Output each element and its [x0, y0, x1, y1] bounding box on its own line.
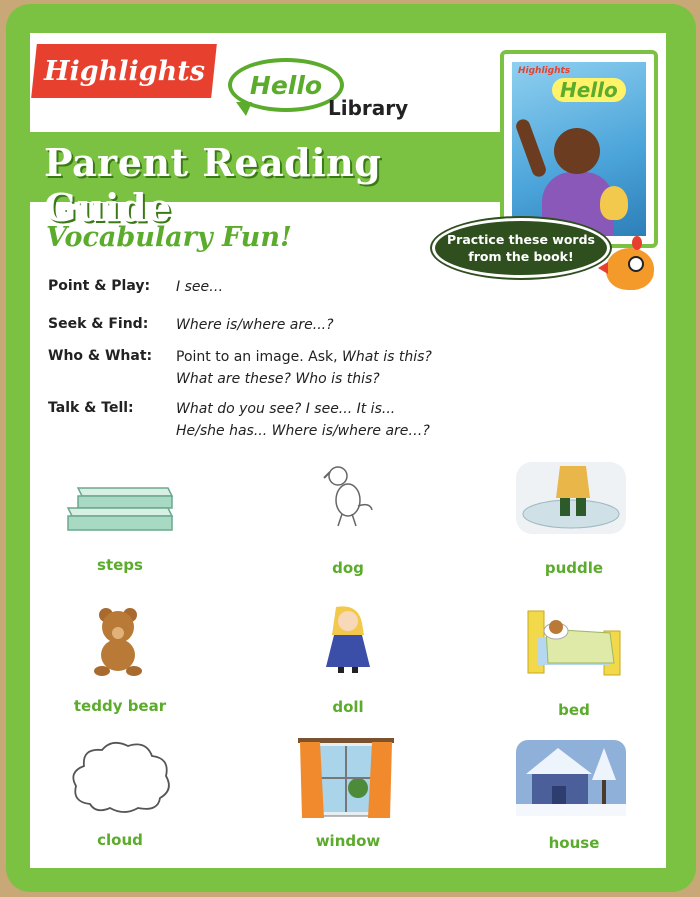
- teddy-bear-icon: [90, 605, 148, 677]
- prompt-text-italic: Where is/where are...?: [176, 317, 334, 333]
- prompt-label: Who & What:: [48, 348, 153, 364]
- book-cover-art: [512, 62, 646, 236]
- doll-icon: [318, 605, 378, 675]
- prompt-label: Seek & Find:: [48, 316, 149, 332]
- prompt-text-italic: I see…: [176, 279, 224, 295]
- library-label: Library: [328, 96, 409, 120]
- steps-icon: [64, 482, 176, 538]
- word-label: window: [315, 832, 381, 850]
- word-label: puddle: [544, 559, 604, 577]
- word-label: doll: [332, 698, 364, 716]
- prompt-text-italic-line2: What are these? Who is this?: [176, 371, 380, 387]
- prompt-text-italic: What is this?: [342, 349, 432, 365]
- highlights-logo: [31, 44, 217, 98]
- prompt-text-italic-line2: He/she has... Where is/where are…?: [176, 423, 430, 439]
- prompt-text-italic: What do you see? I see... It is...: [176, 401, 396, 417]
- prompt-label: Point & Play:: [48, 278, 151, 294]
- word-label: dog: [332, 559, 364, 577]
- practice-callout: [432, 218, 610, 278]
- bunny-toy-icon: [600, 186, 628, 220]
- kid-arm-icon: [514, 117, 548, 178]
- prompt-text-plain: Point to an image. Ask,: [176, 349, 343, 365]
- highlights-logo-text: Highlights: [43, 55, 205, 87]
- house-icon: [516, 740, 626, 816]
- word-label: bed: [558, 701, 590, 719]
- prompt-label: Talk & Tell:: [48, 400, 134, 416]
- dog-icon: [316, 462, 376, 530]
- kid-head-icon: [554, 128, 600, 174]
- puddle-icon: [516, 462, 626, 534]
- prompt-text: [176, 276, 223, 298]
- prompt-text: [176, 314, 334, 336]
- prompt-text: [176, 346, 432, 390]
- word-label: steps: [97, 556, 143, 574]
- book-title: Hello: [552, 78, 626, 102]
- practice-callout-line2: from the book!: [468, 249, 574, 264]
- bird-crest-icon: [632, 236, 642, 250]
- page-title: Parent Reading Guide: [44, 140, 382, 230]
- bird-mascot-icon: [606, 248, 654, 290]
- word-label: cloud: [97, 831, 143, 849]
- word-label: teddy bear: [73, 697, 167, 715]
- cloud-icon: [68, 738, 174, 816]
- bird-eye-icon: [628, 256, 644, 272]
- hello-bubble-tail-icon: [236, 102, 252, 116]
- bed-icon: [518, 607, 626, 681]
- book-brand: Highlights: [518, 66, 571, 76]
- practice-callout-line1: Practice these words: [447, 232, 595, 247]
- vocabulary-heading: Vocabulary Fun!: [46, 222, 292, 253]
- bird-beak-icon: [598, 262, 608, 274]
- prompt-text: [176, 398, 430, 442]
- hello-logo-text: Hello: [249, 70, 323, 100]
- title-band: [30, 132, 500, 230]
- word-label: house: [548, 834, 600, 852]
- window-icon: [298, 738, 394, 820]
